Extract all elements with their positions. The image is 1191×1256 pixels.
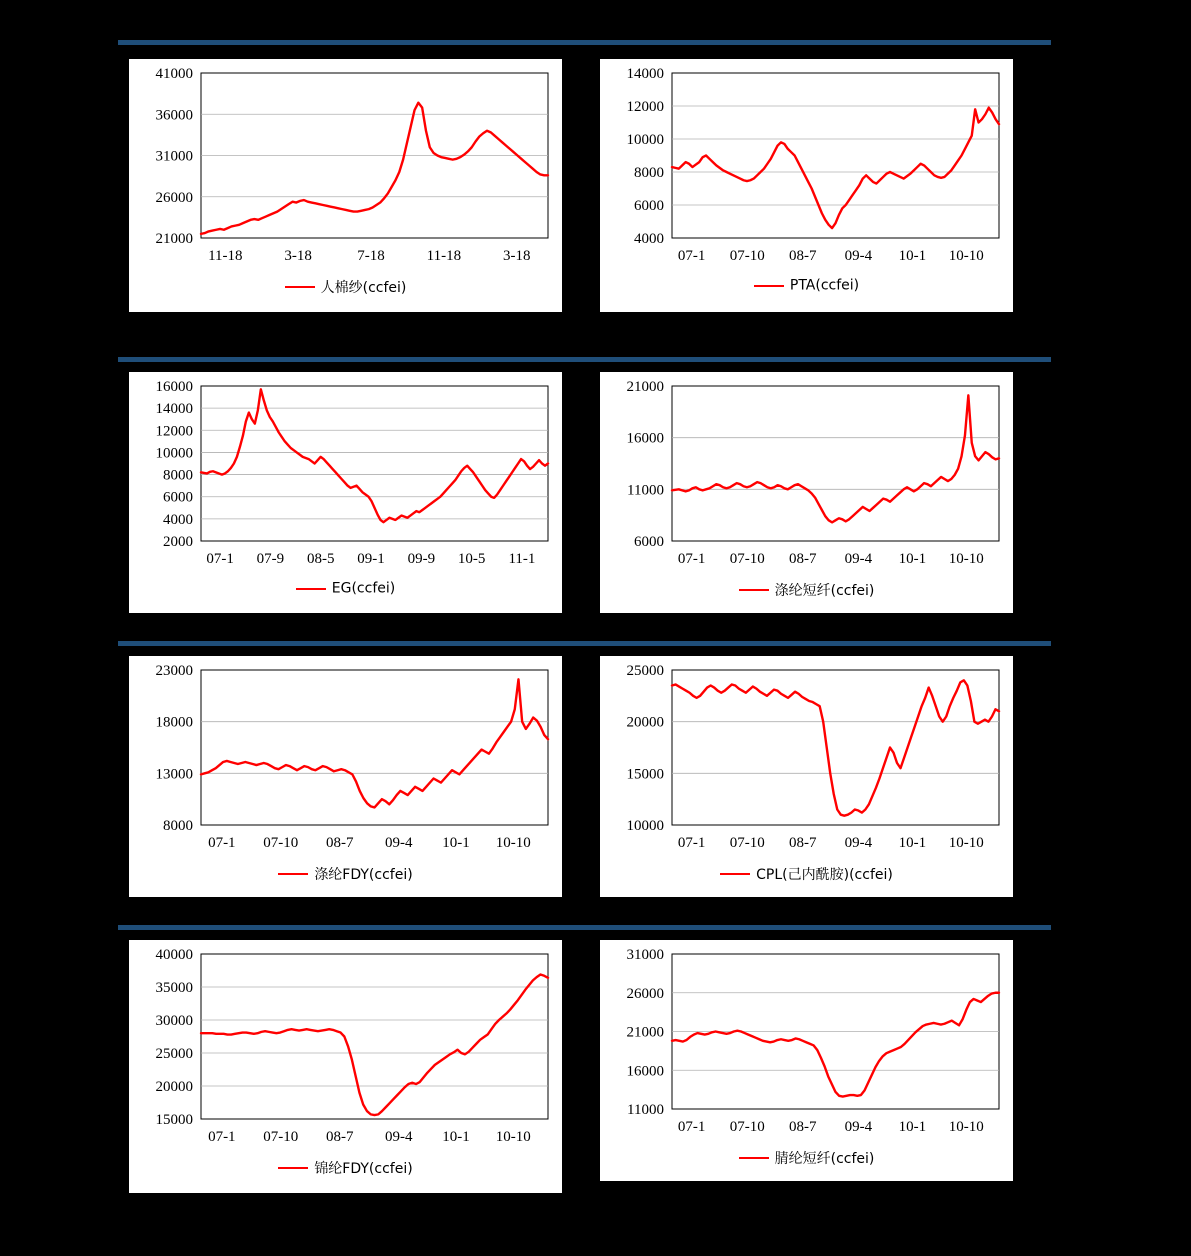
svg-text:10-5: 10-5	[457, 551, 486, 567]
legend-dilunduanxian	[600, 580, 1013, 600]
legend-label: EG(ccfei)	[331, 580, 396, 597]
svg-text:14000: 14000	[155, 401, 193, 418]
svg-text:12000: 12000	[626, 99, 664, 115]
chart-jinglunduanxian	[600, 940, 1013, 1181]
svg-text:10-10: 10-10	[948, 248, 984, 264]
svg-text:26000: 26000	[155, 189, 193, 206]
svg-text:2000: 2000	[163, 534, 193, 550]
svg-text:07-9: 07-9	[256, 551, 285, 567]
chart-dilunfdy	[129, 656, 562, 897]
svg-text:11-18: 11-18	[426, 248, 462, 264]
svg-text:08-5: 08-5	[306, 551, 335, 567]
chart-svg-cpl	[600, 656, 1013, 861]
svg-text:21000: 21000	[155, 231, 193, 247]
svg-text:07-10: 07-10	[729, 835, 765, 851]
svg-text:6000: 6000	[634, 198, 664, 214]
legend-label: 腈纶短纤(ccfei)	[774, 1151, 875, 1167]
legend-renmiansha	[129, 277, 562, 297]
svg-text:16000: 16000	[155, 379, 193, 395]
svg-text:09-4: 09-4	[844, 551, 873, 567]
legend-label: PTA(ccfei)	[789, 277, 860, 294]
svg-text:6000: 6000	[634, 534, 664, 550]
svg-text:10-1: 10-1	[898, 248, 927, 264]
legend-swatch-icon	[739, 1157, 769, 1159]
svg-text:31000: 31000	[155, 148, 193, 165]
svg-text:26000: 26000	[626, 985, 664, 1002]
svg-text:07-10: 07-10	[263, 1129, 299, 1145]
legend-label: 涤纶短纤(ccfei)	[774, 583, 875, 599]
svg-text:09-9: 09-9	[407, 551, 436, 567]
section-rule-3	[118, 641, 1051, 646]
svg-text:10000: 10000	[626, 132, 664, 148]
legend-swatch-icon	[278, 1167, 308, 1169]
svg-text:09-4: 09-4	[844, 835, 873, 851]
legend-swatch-icon	[739, 589, 769, 591]
legend-swatch-icon	[720, 873, 750, 875]
legend-swatch-icon	[754, 285, 784, 287]
svg-text:13000: 13000	[155, 766, 193, 783]
legend-cpl	[600, 864, 1013, 884]
svg-text:08-7: 08-7	[789, 835, 817, 851]
svg-text:40000: 40000	[155, 947, 193, 963]
legend-jinlunfdy	[129, 1158, 562, 1178]
svg-text:4000: 4000	[163, 511, 193, 528]
svg-text:16000: 16000	[626, 430, 664, 447]
svg-text:8000: 8000	[163, 467, 193, 484]
section-rule-4	[118, 925, 1051, 930]
svg-text:07-1: 07-1	[677, 248, 706, 264]
svg-text:10-10: 10-10	[948, 1119, 984, 1135]
chart-jinlunfdy	[129, 940, 562, 1193]
svg-text:36000: 36000	[155, 107, 193, 124]
svg-text:07-10: 07-10	[729, 551, 765, 567]
svg-text:09-4: 09-4	[844, 1119, 873, 1135]
chart-svg-dilunduanxian	[600, 372, 1013, 577]
svg-text:14000: 14000	[626, 66, 664, 82]
svg-text:30000: 30000	[155, 1013, 193, 1029]
svg-text:8000: 8000	[634, 165, 664, 181]
svg-text:23000: 23000	[155, 663, 193, 679]
svg-text:09-1: 09-1	[357, 551, 385, 567]
svg-text:8000: 8000	[163, 818, 193, 834]
chart-svg-pta	[600, 59, 1013, 274]
legend-swatch-icon	[296, 588, 326, 590]
svg-text:3-18: 3-18	[503, 248, 531, 264]
svg-text:07-1: 07-1	[677, 835, 706, 851]
svg-text:4000: 4000	[634, 231, 664, 247]
legend-pta	[600, 277, 1013, 294]
svg-text:12000: 12000	[155, 423, 193, 440]
legend-label: 人棉纱(ccfei)	[320, 280, 407, 296]
chart-pta	[600, 59, 1013, 312]
svg-text:10-10: 10-10	[495, 1129, 531, 1145]
legend-label: CPL(己内酰胺)(ccfei)	[756, 867, 893, 883]
svg-text:10-1: 10-1	[442, 1129, 470, 1145]
chart-svg-eg	[129, 372, 562, 577]
svg-text:10-10: 10-10	[495, 835, 531, 851]
legend-swatch-icon	[285, 286, 315, 288]
chart-eg	[129, 372, 562, 613]
svg-text:16000: 16000	[626, 1063, 664, 1080]
svg-text:3-18: 3-18	[284, 248, 312, 264]
svg-text:21000: 21000	[626, 379, 664, 395]
svg-text:07-1: 07-1	[208, 835, 236, 851]
svg-text:10-1: 10-1	[442, 835, 470, 851]
svg-text:15000: 15000	[626, 766, 664, 783]
svg-text:09-4: 09-4	[385, 835, 413, 851]
chart-svg-dilunfdy	[129, 656, 562, 861]
svg-text:11000: 11000	[627, 482, 664, 499]
svg-text:31000: 31000	[626, 947, 664, 963]
svg-text:21000: 21000	[626, 1024, 664, 1041]
svg-text:18000: 18000	[155, 714, 193, 731]
svg-text:10-1: 10-1	[898, 551, 927, 567]
svg-text:08-7: 08-7	[326, 1129, 354, 1145]
svg-text:07-10: 07-10	[729, 1119, 765, 1135]
svg-text:08-7: 08-7	[789, 248, 817, 264]
section-rule-1	[118, 40, 1051, 45]
svg-text:07-1: 07-1	[208, 1129, 236, 1145]
chart-dilunduanxian	[600, 372, 1013, 613]
svg-text:7-18: 7-18	[357, 248, 385, 264]
svg-text:11-1: 11-1	[508, 551, 536, 567]
svg-text:08-7: 08-7	[789, 551, 817, 567]
svg-text:25000: 25000	[155, 1046, 193, 1062]
svg-text:07-10: 07-10	[263, 835, 299, 851]
svg-text:09-4: 09-4	[385, 1129, 413, 1145]
svg-text:25000: 25000	[626, 663, 664, 679]
svg-text:41000: 41000	[155, 66, 193, 82]
legend-jinglunduanxian	[600, 1148, 1013, 1168]
chart-renmiansha	[129, 59, 562, 312]
svg-text:15000: 15000	[155, 1112, 193, 1128]
svg-text:35000: 35000	[155, 980, 193, 996]
svg-text:10000: 10000	[155, 445, 193, 462]
svg-text:11-18: 11-18	[208, 248, 243, 264]
legend-label: 锦纶FDY(ccfei)	[314, 1161, 413, 1177]
svg-text:20000: 20000	[626, 714, 664, 731]
svg-text:10-10: 10-10	[948, 835, 984, 851]
chart-svg-renmiansha	[129, 59, 562, 274]
svg-text:10-1: 10-1	[898, 1119, 927, 1135]
svg-text:07-1: 07-1	[677, 551, 706, 567]
chart-svg-jinlunfdy	[129, 940, 562, 1155]
section-rule-2	[118, 357, 1051, 362]
svg-text:10-10: 10-10	[948, 551, 984, 567]
svg-text:07-10: 07-10	[729, 248, 765, 264]
svg-text:08-7: 08-7	[326, 835, 354, 851]
svg-text:08-7: 08-7	[789, 1119, 817, 1135]
svg-text:20000: 20000	[155, 1079, 193, 1095]
legend-swatch-icon	[278, 873, 308, 875]
svg-text:07-1: 07-1	[677, 1119, 706, 1135]
svg-text:10-1: 10-1	[898, 835, 927, 851]
legend-label: 涤纶FDY(ccfei)	[314, 867, 413, 883]
svg-text:09-4: 09-4	[844, 248, 873, 264]
svg-text:10000: 10000	[626, 818, 664, 834]
chart-svg-jinglunduanxian	[600, 940, 1013, 1145]
legend-dilunfdy	[129, 864, 562, 884]
chart-cpl	[600, 656, 1013, 897]
svg-text:07-1: 07-1	[206, 551, 234, 567]
legend-eg	[129, 580, 562, 597]
svg-text:6000: 6000	[163, 489, 193, 506]
svg-text:11000: 11000	[627, 1102, 664, 1118]
